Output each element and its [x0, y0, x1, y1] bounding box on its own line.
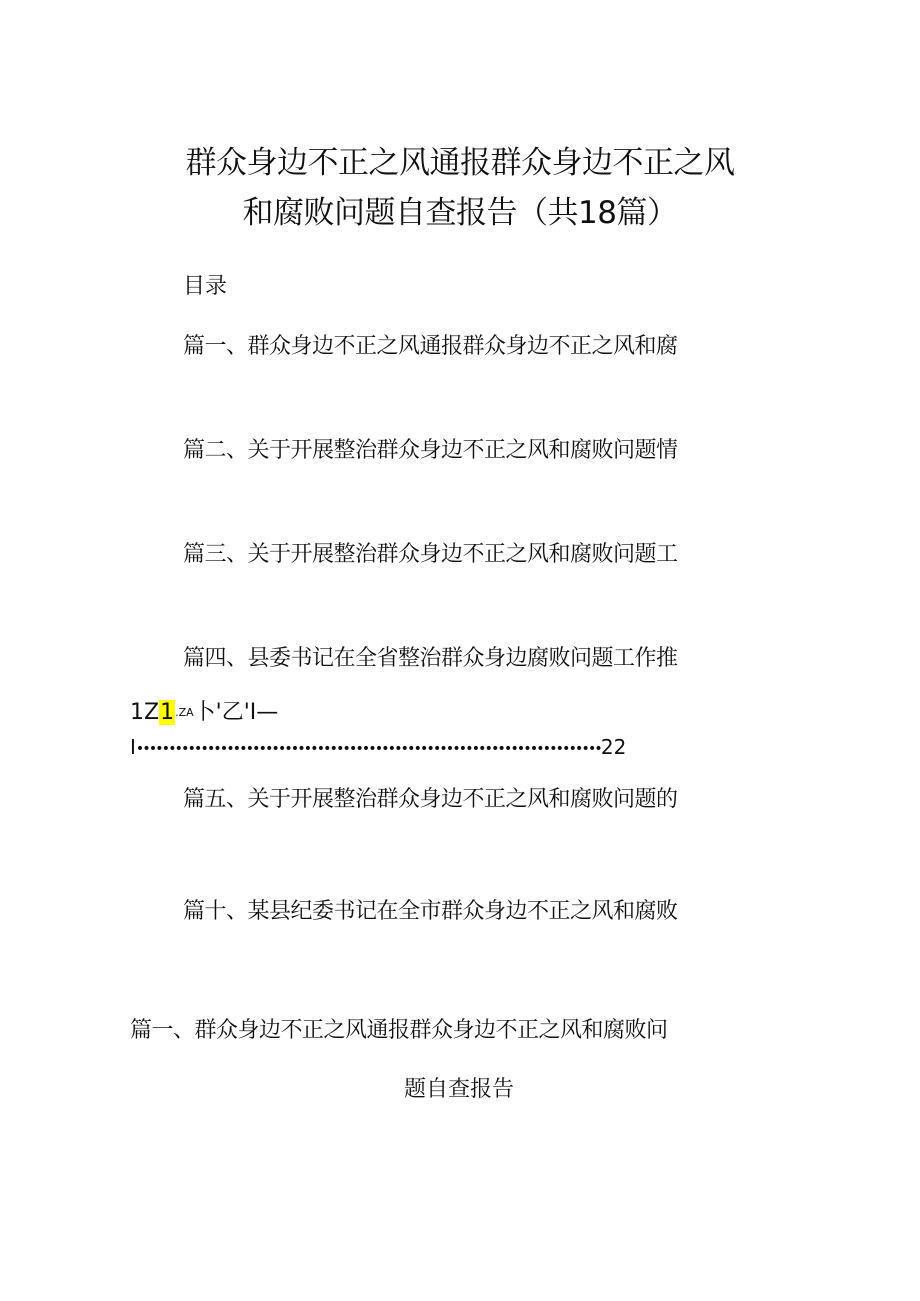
toc-item-3[interactable]: 篇三、关于开展整治群众身边不正之风和腐败问题工	[183, 542, 678, 567]
document-title-line-2: 和腐败问题自查报告（共18篇）	[242, 195, 678, 231]
garbled-suffix: 卜'乙'I—	[193, 700, 279, 725]
leader-bar: I	[130, 735, 136, 759]
section-heading: 篇一、群众身边不正之风通报群众身边不正之风和腐败问	[130, 1018, 668, 1043]
garbled-small-text: .ZA	[175, 706, 194, 719]
leader-dots: ••••••••••••••••••••••••••••••••••••••••••••••••••••••••••••••••••••••••	[135, 740, 601, 757]
section-heading-continued: 题自查报告	[404, 1077, 515, 1102]
toc-item-2[interactable]: 篇二、关于开展整治群众身边不正之风和腐败问题情	[183, 438, 678, 463]
toc-item-1[interactable]: 篇一、群众身边不正之风通报群众身边不正之风和腐	[183, 334, 678, 359]
document-title-line-1: 群众身边不正之风通报群众身边不正之风	[185, 145, 735, 181]
toc-item-6[interactable]: 篇十、某县纪委书记在全市群众身边不正之风和腐败	[183, 899, 678, 924]
toc-heading: 目录	[183, 274, 228, 299]
toc-leader-line	[130, 732, 705, 764]
highlighted-text: 1	[160, 700, 175, 725]
toc-item-5[interactable]: 篇五、关于开展整治群众身边不正之风和腐败问题的	[183, 787, 678, 812]
toc-page-number: 22	[600, 735, 627, 759]
garbled-prefix: 1Z	[130, 700, 160, 725]
toc-item-4[interactable]: 篇四、县委书记在全省整治群众身边腐败问题工作推	[183, 646, 678, 671]
document-title	[90, 138, 830, 238]
garbled-toc-text	[130, 696, 278, 730]
